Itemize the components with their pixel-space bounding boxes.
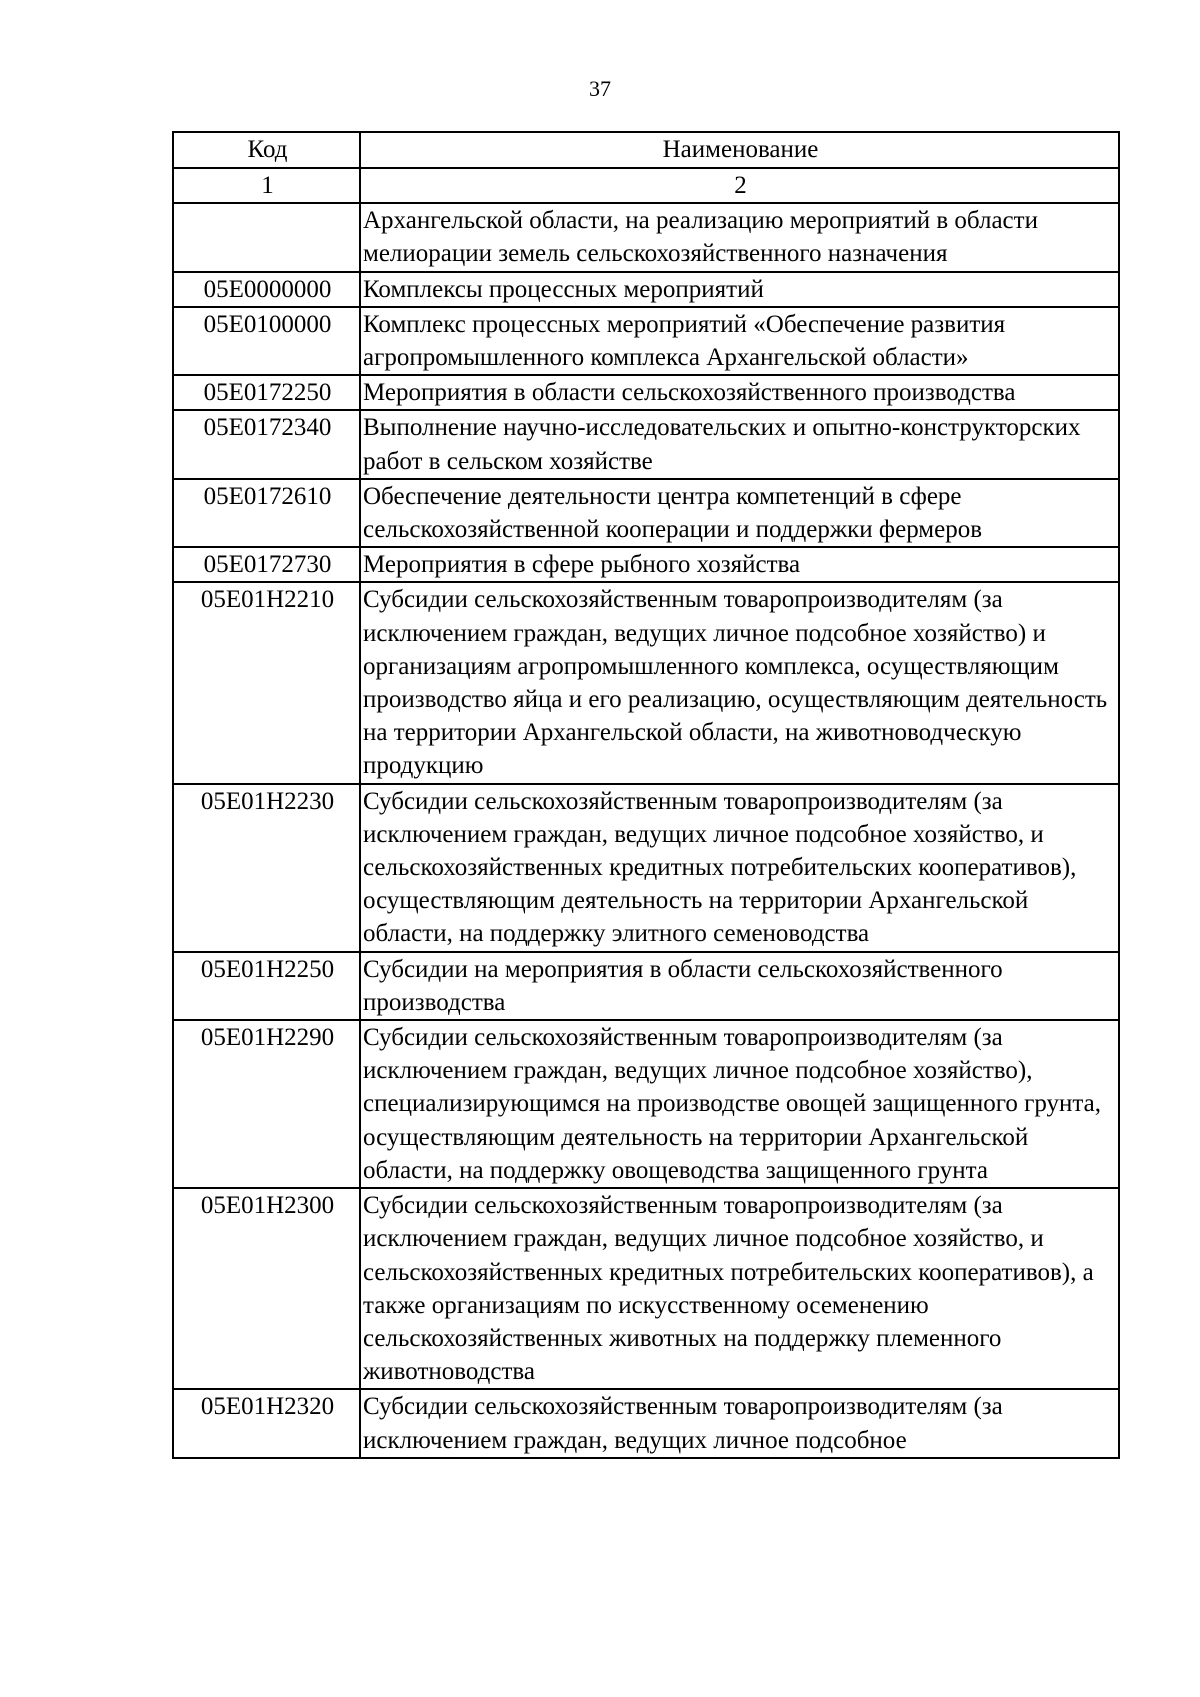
row-code: 05Е01Н2210 (173, 582, 360, 783)
row-name: Комплекс процессных мероприятий «Обеспечение развития агропромышленного комплекса Архангельской области» (360, 307, 1119, 375)
row-name: Субсидии сельскохозяйственным товаропроизводителям (за исключением граждан, ведущих личное подсобное хозяйство, и сельскохозяйственных кредитных потребительских кооперативов), а также организациям по искусственному осеменению сельскохозяйственных животных на поддержку племенного животноводства (360, 1188, 1119, 1389)
column-number-name: 2 (360, 168, 1119, 203)
table-row (173, 307, 1119, 375)
table-row (173, 410, 1119, 478)
table-row (173, 203, 1119, 271)
column-number-code: 1 (173, 168, 360, 203)
row-name: Мероприятия в области сельскохозяйственного производства (360, 375, 1119, 410)
column-number-row (173, 168, 1119, 203)
row-code: 05Е01Н2250 (173, 952, 360, 1020)
row-name: Мероприятия в сфере рыбного хозяйства (360, 547, 1119, 582)
row-name: Субсидии сельскохозяйственным товаропроизводителям (за исключением граждан, ведущих личное подсобное хозяйство) и организациям агропромышленного комплекса, осуществляющим производство яйца и его реализацию, осуществляющим деятельность на территории Архангельской области, на животноводческую продукцию (360, 582, 1119, 783)
row-name: Субсидии сельскохозяйственным товаропроизводителям (за исключением граждан, ведущих личное подсобное хозяйство, и сельскохозяйственных кредитных потребительских кооперативов), осуществляющим деятельность на территории Архангельской области, на поддержку элитного семеноводства (360, 784, 1119, 952)
table-row (173, 547, 1119, 582)
row-name: Обеспечение деятельности центра компетенций в сфере сельскохозяйственной кооперации и поддержки фермеров (360, 479, 1119, 547)
row-code (173, 203, 360, 271)
row-name: Выполнение научно-исследовательских и опытно-конструкторских работ в сельском хозяйстве (360, 410, 1119, 478)
header-code: Код (173, 132, 360, 168)
row-name: Архангельской области, на реализацию мероприятий в области мелиорации земель сельскохозяйственного назначения (360, 203, 1119, 271)
row-name: Субсидии на мероприятия в области сельскохозяйственного производства (360, 952, 1119, 1020)
table-row (173, 375, 1119, 410)
row-code: 05Е0000000 (173, 272, 360, 307)
table-header-row (173, 132, 1119, 168)
row-code: 05Е01Н2300 (173, 1188, 360, 1389)
table-row (173, 1188, 1119, 1389)
header-name: Наименование (360, 132, 1119, 168)
table-row (173, 1389, 1119, 1457)
table-row (173, 582, 1119, 783)
row-code: 05Е01Н2320 (173, 1389, 360, 1457)
table-row (173, 1020, 1119, 1188)
table-row (173, 479, 1119, 547)
row-name: Комплексы процессных мероприятий (360, 272, 1119, 307)
row-code: 05Е0172340 (173, 410, 360, 478)
row-name: Субсидии сельскохозяйственным товаропроизводителям (за исключением граждан, ведущих личное подсобное (360, 1389, 1119, 1457)
table-row (173, 784, 1119, 952)
table-row (173, 272, 1119, 307)
budget-code-table (172, 131, 1120, 1459)
page-number: 37 (589, 76, 611, 101)
row-code: 05Е0172730 (173, 547, 360, 582)
row-code: 05Е01Н2230 (173, 784, 360, 952)
table-row (173, 952, 1119, 1020)
row-code: 05Е0172250 (173, 375, 360, 410)
row-code: 05Е0100000 (173, 307, 360, 375)
row-name: Субсидии сельскохозяйственным товаропроизводителям (за исключением граждан, ведущих личное подсобное хозяйство), специализирующимся на производстве овощей защищенного грунта, осуществляющим деятельность на территории Архангельской области, на поддержку овощеводства защищенного грунта (360, 1020, 1119, 1188)
row-code: 05Е0172610 (173, 479, 360, 547)
row-code: 05Е01Н2290 (173, 1020, 360, 1188)
